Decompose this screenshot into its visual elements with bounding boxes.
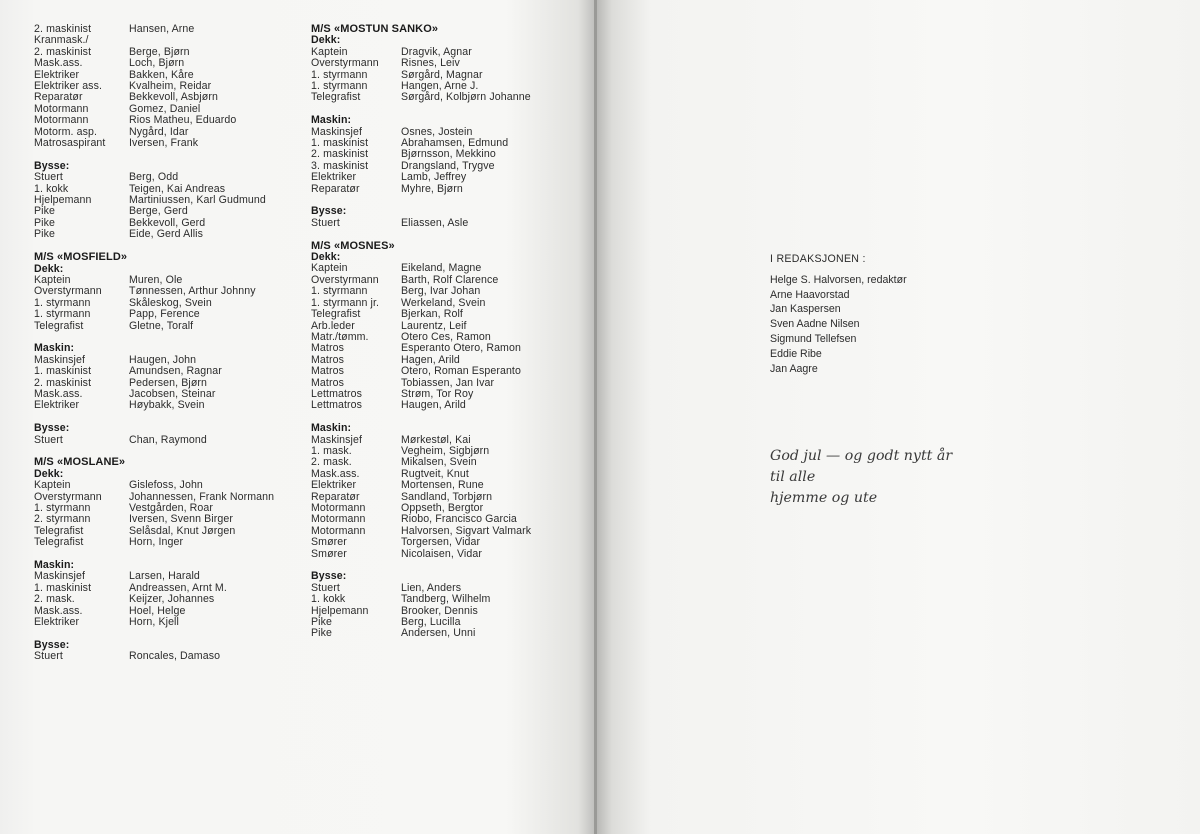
crew-name: Høybakk, Svein — [129, 399, 205, 412]
greeting-line: hjemme og ute — [770, 490, 878, 506]
crew-name: Jacobsen, Steinar — [129, 387, 216, 400]
crew-row — [311, 92, 586, 103]
editorial-heading: I REDAKSJONEN : — [770, 253, 866, 265]
crew-role: Elektriker ass. — [34, 80, 103, 93]
crew-role: Pike — [34, 228, 56, 241]
crew-row — [34, 286, 296, 297]
crew-name: Bekkevoll, Asbjørn — [129, 91, 218, 104]
crew-name: Oppseth, Bergtor — [401, 502, 484, 514]
department-heading: Maskin: — [34, 342, 75, 355]
department-heading: Bysse: — [34, 159, 70, 172]
crew-name: Bakken, Kåre — [129, 68, 194, 81]
ship-heading: M/S «MOSTUN SANKO» — [311, 23, 439, 35]
crew-role: Pike — [311, 627, 333, 640]
crew-role: Stuert — [311, 581, 340, 594]
crew-name: Mørkestøl, Kai — [401, 433, 471, 446]
department-heading: Maskin: — [311, 114, 352, 127]
crew-name: Kvalheim, Reidar — [129, 80, 212, 93]
department-heading: Dekk: — [311, 251, 341, 264]
crew-role: 1. styrmann — [34, 501, 91, 514]
crew-name: Tandberg, Wilhelm — [401, 593, 491, 606]
crew-name: Drangsland, Trygve — [401, 159, 495, 172]
crew-role: 2. maskinist — [311, 148, 369, 161]
crew-name: Sørgård, Kolbjørn Johanne — [401, 91, 531, 104]
crew-role: 1. maskinist — [34, 365, 92, 378]
section-spacer — [34, 628, 296, 639]
department-heading: Maskin: — [311, 422, 352, 435]
crew-name: Pedersen, Bjørn — [129, 376, 208, 389]
section-spacer — [311, 412, 586, 423]
crew-name: Barth, Rolf Clarence — [401, 273, 499, 286]
crew-role: Mask.ass. — [34, 604, 83, 617]
editorial-member: Eddie Ribe — [770, 347, 822, 360]
department-heading: Dekk: — [311, 34, 341, 47]
crew-name: Mikalsen, Svein — [401, 456, 477, 469]
crew-name: Hoel, Helge — [129, 604, 186, 617]
editorial-member: Sven Aadne Nilsen — [770, 318, 860, 331]
crew-role: Matros — [311, 353, 344, 366]
crew-role: 1. maskinist — [311, 137, 369, 150]
crew-name: Berge, Gerd — [129, 205, 188, 218]
crew-role: Kaptein — [34, 273, 71, 286]
department-heading: Bysse: — [34, 638, 70, 651]
crew-name: Larsen, Harald — [129, 570, 200, 583]
crew-row — [311, 58, 586, 69]
crew-role: 1. mask. — [311, 444, 352, 457]
crew-name: Tobiassen, Jan Ivar — [401, 376, 495, 389]
crew-name: Berg, Lucilla — [401, 616, 461, 629]
crew-name: Muren, Ole — [129, 273, 183, 286]
crew-row — [34, 229, 296, 240]
crew-role: 1. kokk — [34, 182, 69, 195]
crew-name: Gletne, Toralf — [129, 319, 194, 332]
crew-column-1 — [34, 24, 296, 663]
crew-name: Risnes, Leiv — [401, 57, 460, 70]
crew-role: Mask.ass. — [34, 387, 83, 400]
crew-name: Vegheim, Sigbjørn — [401, 444, 490, 457]
crew-role: Maskinsjef — [34, 353, 86, 366]
crew-role: Mask.ass. — [311, 467, 360, 480]
crew-name: Nicolaisen, Vidar — [401, 547, 482, 560]
crew-name: Skåleskog, Svein — [129, 296, 212, 309]
crew-name: Haugen, Arild — [401, 399, 466, 412]
crew-row — [311, 218, 586, 229]
crew-role: Hjelpemann — [34, 194, 92, 207]
editorial-member: Sigmund Tellefsen — [770, 332, 857, 345]
crew-name: Iversen, Frank — [129, 137, 199, 150]
crew-name: Dragvik, Agnar — [401, 45, 472, 58]
crew-role: Maskinsjef — [311, 125, 363, 138]
crew-role: Maskinsjef — [311, 433, 363, 446]
crew-row — [34, 400, 296, 411]
crew-role: Matr./tømm. — [311, 330, 369, 343]
editorial-member: Arne Haavorstad — [770, 288, 850, 301]
crew-role: Reparatør — [311, 182, 360, 195]
crew-role: Motorm. asp. — [34, 125, 98, 138]
crew-name: Sørgård, Magnar — [401, 68, 483, 81]
crew-name: Amundsen, Ragnar — [129, 365, 222, 378]
crew-name: Johannessen, Frank Normann — [129, 490, 275, 503]
department-heading: Dekk: — [34, 262, 64, 275]
crew-role: 2. maskinist — [34, 45, 92, 58]
crew-name: Roncales, Damaso — [129, 650, 221, 663]
crew-role: 3. maskinist — [311, 159, 369, 172]
crew-name: Werkeland, Svein — [401, 296, 486, 309]
crew-role: Kaptein — [34, 479, 71, 492]
crew-name: Hansen, Arne — [129, 23, 195, 35]
crew-role: 2. mask. — [311, 456, 352, 469]
crew-role: Matrosaspirant — [34, 137, 106, 150]
editorial-member: Helge S. Halvorsen, redaktør — [770, 273, 907, 286]
crew-role: Stuert — [34, 650, 63, 663]
crew-row — [34, 138, 296, 149]
section-spacer — [311, 229, 586, 240]
department-heading: Bysse: — [311, 570, 347, 583]
editorial-member: Jan Kaspersen — [770, 303, 841, 316]
crew-row — [34, 172, 296, 183]
crew-name: Torgersen, Vidar — [401, 536, 481, 549]
crew-name: Rugtveit, Knut — [401, 467, 469, 480]
crew-name: Lien, Anders — [401, 581, 462, 594]
crew-role: Kaptein — [311, 45, 348, 58]
crew-role: Maskinsjef — [34, 570, 86, 583]
crew-row — [34, 366, 296, 377]
crew-role: Telegrafist — [34, 536, 84, 549]
crew-role: Matros — [311, 376, 344, 389]
crew-role: Pike — [311, 616, 333, 629]
crew-role: Matros — [311, 365, 344, 378]
crew-name: Papp, Ference — [129, 308, 200, 321]
crew-role: Stuert — [311, 216, 340, 229]
crew-row — [311, 366, 586, 377]
section-spacer — [311, 104, 586, 115]
crew-name: Berge, Bjørn — [129, 45, 190, 58]
editorial-member: Jan Aagre — [770, 362, 818, 375]
crew-row — [311, 537, 586, 548]
crew-name: Chan, Raymond — [129, 433, 207, 446]
crew-name: Eikeland, Magne — [401, 262, 482, 275]
crew-role: Hjelpemann — [311, 604, 369, 617]
crew-role: Mask.ass. — [34, 57, 83, 70]
crew-name: Hagen, Arild — [401, 353, 460, 366]
crew-name: Andreassen, Arnt M. — [129, 581, 227, 594]
crew-name: Loch, Bjørn — [129, 57, 185, 70]
crew-role: Kaptein — [311, 262, 348, 275]
greeting-line: God jul — og godt nytt år — [770, 448, 953, 464]
crew-name: Abrahamsen, Edmund — [401, 137, 509, 150]
crew-name: Otero, Roman Esperanto — [401, 365, 521, 378]
crew-role: Smører — [311, 536, 347, 549]
crew-role: Smører — [311, 547, 347, 560]
crew-row — [311, 480, 586, 491]
crew-row — [34, 115, 296, 126]
crew-name: Eide, Gerd Allis — [129, 228, 204, 241]
crew-role: Kranmask./ — [34, 34, 89, 47]
crew-name: Lamb, Jeffrey — [401, 171, 467, 184]
crew-role: Stuert — [34, 171, 63, 184]
crew-role: Elektriker — [311, 171, 357, 184]
crew-role: Telegrafist — [311, 91, 361, 104]
right-page — [597, 0, 1200, 834]
crew-role: 2. maskinist — [34, 376, 92, 389]
crew-role: Elektriker — [34, 399, 80, 412]
crew-role: Telegrafist — [311, 308, 361, 321]
crew-name: Osnes, Jostein — [401, 125, 473, 138]
crew-name: Myhre, Bjørn — [401, 182, 463, 195]
crew-role: Overstyrmann — [34, 490, 102, 503]
crew-name: Rios Matheu, Eduardo — [129, 114, 237, 127]
crew-name: Esperanto Otero, Ramon — [401, 342, 521, 355]
section-spacer — [34, 149, 296, 160]
crew-role: 2. mask. — [34, 593, 75, 606]
crew-name: Gislefoss, John — [129, 479, 203, 492]
department-heading: Maskin: — [34, 559, 75, 571]
crew-name: Teigen, Kai Andreas — [129, 182, 226, 195]
crew-name: Hangen, Arne J. — [401, 80, 479, 93]
crew-name: Horn, Kjell — [129, 616, 179, 629]
crew-name: Nygård, Idar — [129, 125, 189, 138]
crew-role: Telegrafist — [34, 524, 84, 537]
crew-role: 2. maskinist — [34, 23, 92, 35]
crew-row — [34, 309, 296, 320]
crew-name: Gomez, Daniel — [129, 102, 201, 115]
crew-row — [311, 400, 586, 411]
crew-role: 1. kokk — [311, 593, 346, 606]
editorial-board — [770, 252, 907, 376]
crew-role: Motormann — [311, 524, 366, 537]
crew-name: Vestgården, Roar — [129, 501, 214, 514]
crew-row — [34, 617, 296, 628]
crew-role: Elektriker — [34, 616, 80, 629]
ship-heading: M/S «MOSLANE» — [34, 456, 126, 469]
crew-row — [34, 321, 296, 332]
crew-role: Stuert — [34, 433, 63, 446]
section-spacer — [311, 560, 586, 571]
crew-name: Martiniussen, Karl Gudmund — [129, 194, 266, 207]
crew-row — [34, 651, 296, 662]
crew-name: Bjerkan, Rolf — [401, 308, 463, 321]
crew-role: Lettmatros — [311, 387, 363, 400]
crew-role: 1. styrmann jr. — [311, 296, 380, 309]
crew-row — [311, 286, 586, 297]
crew-role: Arb.leder — [311, 319, 355, 332]
crew-role: Motormann — [311, 502, 366, 514]
crew-role: 1. styrmann — [311, 68, 368, 81]
crew-row — [34, 594, 296, 605]
crew-name: Otero Ces, Ramon — [401, 330, 491, 343]
crew-name: Brooker, Dennis — [401, 604, 478, 617]
crew-name: Haugen, John — [129, 353, 197, 366]
crew-role: 2. styrmann — [34, 513, 91, 526]
crew-role: Lettmatros — [311, 399, 363, 412]
crew-name: Halvorsen, Sigvart Valmark — [401, 524, 532, 537]
section-spacer — [311, 195, 586, 206]
ship-heading: M/S «MOSNES» — [311, 239, 395, 252]
crew-role: Overstyrmann — [311, 273, 379, 286]
crew-name: Laurentz, Leif — [401, 319, 467, 332]
crew-role: 1. styrmann — [34, 296, 91, 309]
department-heading: Bysse: — [34, 422, 70, 435]
department-heading: Bysse: — [311, 205, 347, 218]
greeting-line: til alle — [770, 469, 816, 485]
crew-row — [311, 594, 586, 605]
crew-role: Reparatør — [34, 91, 83, 104]
crew-name: Berg, Odd — [129, 171, 179, 184]
crew-role: Motormann — [311, 513, 366, 526]
department-heading: Dekk: — [34, 467, 64, 480]
crew-row — [311, 549, 586, 560]
crew-role: Elektriker — [311, 479, 357, 492]
crew-role: Overstyrmann — [34, 285, 102, 298]
crew-role: Elektriker — [34, 68, 80, 81]
crew-name: Tønnessen, Arthur Johnny — [129, 285, 256, 298]
crew-name: Strøm, Tor Roy — [401, 387, 474, 400]
crew-row — [311, 184, 586, 195]
crew-role: Reparatør — [311, 490, 360, 503]
section-spacer — [34, 412, 296, 423]
crew-row — [34, 58, 296, 69]
crew-name: Selåsdal, Knut Jørgen — [129, 524, 236, 537]
christmas-greeting — [770, 446, 952, 509]
crew-role: Telegrafist — [34, 319, 84, 332]
crew-name: Bjørnsson, Mekkino — [401, 148, 496, 161]
crew-role: 1. styrmann — [311, 285, 368, 298]
left-page — [0, 0, 596, 834]
crew-role: 1. styrmann — [34, 308, 91, 321]
crew-row — [34, 480, 296, 491]
crew-name: Iversen, Svenn Birger — [129, 513, 233, 526]
crew-row — [34, 537, 296, 548]
crew-role: Pike — [34, 205, 56, 218]
crew-name: Sandland, Torbjørn — [401, 490, 493, 503]
crew-role: Motormann — [34, 102, 89, 115]
crew-name: Horn, Inger — [129, 536, 184, 549]
crew-column-2 — [311, 24, 586, 640]
crew-name: Keijzer, Johannes — [129, 593, 215, 606]
crew-name: Riobo, Francisco Garcia — [401, 513, 517, 526]
crew-row — [311, 309, 586, 320]
crew-role: Pike — [34, 216, 56, 229]
crew-name: Andersen, Unni — [401, 627, 476, 640]
crew-role: Matros — [311, 342, 344, 355]
crew-role: Overstyrmann — [311, 57, 379, 70]
crew-name: Mortensen, Rune — [401, 479, 484, 492]
crew-row — [311, 628, 586, 639]
crew-row — [34, 435, 296, 446]
crew-row — [311, 172, 586, 183]
crew-role: 1. styrmann — [311, 80, 368, 93]
crew-name: Bekkevoll, Gerd — [129, 216, 206, 229]
crew-name: Berg, Ivar Johan — [401, 285, 481, 298]
crew-role: Motormann — [34, 114, 89, 127]
ship-heading: M/S «MOSFIELD» — [34, 251, 128, 264]
crew-role: 1. maskinist — [34, 581, 92, 594]
crew-name: Eliassen, Asle — [401, 216, 469, 229]
